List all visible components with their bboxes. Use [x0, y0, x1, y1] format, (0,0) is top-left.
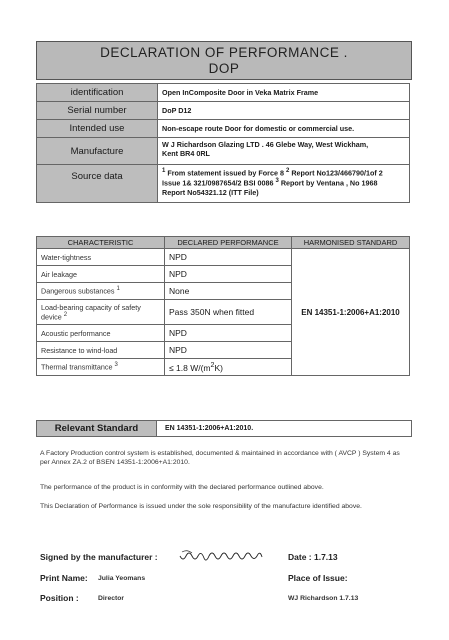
declared-value: None: [165, 283, 292, 300]
characteristic-cell: [37, 283, 165, 300]
footnote-mark: 1: [116, 286, 120, 293]
source-text: Report No123/466790/1of 2 Issue 1& 321/0987654/2 BSI 0086: [162, 168, 383, 188]
characteristic-label: Acoustic performance: [41, 328, 111, 338]
relevant-standard-value: EN 14351-1:2006+A1:2010.: [165, 425, 254, 432]
info-row: [37, 165, 410, 203]
info-row: [37, 84, 410, 102]
footnote-mark: 3: [114, 362, 118, 369]
signed-label: Signed by the manufacturer :: [40, 552, 158, 562]
declared-value: NPD: [165, 266, 292, 283]
position-label: Position :: [40, 593, 79, 603]
info-value: DoP D12: [158, 102, 410, 120]
conformity-statement: The performance of the product is in conformity with the declared performance outlined above.: [40, 484, 324, 491]
source-data-value: [158, 165, 410, 203]
thermal-value: ≤ 1.8 W/(m: [169, 362, 211, 373]
declared-value: NPD: [165, 249, 292, 266]
footnote-mark: 2: [63, 311, 68, 318]
footnote-mark: 1: [162, 168, 166, 174]
performance-row: [37, 249, 410, 266]
characteristic-label: Resistance to wind-load: [41, 345, 118, 355]
characteristic-cell: [37, 359, 165, 376]
performance-header-row: [37, 237, 410, 249]
info-label: Source data: [37, 165, 158, 203]
relevant-standard-row: [36, 420, 412, 437]
declared-value: [165, 359, 292, 376]
characteristic-label: Load-bearing capacity of safety device: [41, 302, 141, 322]
characteristic-cell: [37, 325, 165, 342]
characteristic-label: Thermal transmittance: [41, 362, 115, 372]
info-row: [37, 138, 410, 165]
characteristic-label: Water-tightness: [41, 252, 92, 262]
superscript: 2: [210, 361, 215, 370]
declared-value: NPD: [165, 325, 292, 342]
info-row: [37, 102, 410, 120]
info-table: [36, 83, 410, 203]
characteristic-cell: [37, 266, 165, 283]
thermal-value-unit: K): [214, 362, 223, 373]
document-subtitle: DOP: [208, 61, 240, 76]
info-label: identification: [37, 84, 158, 102]
info-label: Intended use: [37, 120, 158, 138]
place-of-issue-label: Place of Issue:: [288, 573, 348, 583]
info-row: [37, 120, 410, 138]
source-text: Report by Ventana , No 1968 Report No54321.12 (ITT File): [162, 178, 378, 197]
title-banner: [36, 41, 412, 80]
info-value: Open InComposite Door in Veka Matrix Frame: [158, 84, 410, 102]
fpc-statement: A Factory Production control system is established, documented & maintained in accordance with ( AVCP ) System 4 as per Annex ZA.2 of BSEN 14351-1:2006+A1:2010.: [40, 450, 400, 466]
relevant-standard-label: Relevant Standard: [37, 421, 157, 436]
characteristic-label: Air leakage: [41, 269, 77, 279]
harmonised-standard-value: EN 14351-1:2006+A1:2010: [292, 249, 410, 376]
place-of-issue-value: WJ Richardson 1.7.13: [288, 595, 359, 602]
characteristic-cell: [37, 342, 165, 359]
document-title: DECLARATION OF PERFORMANCE .: [100, 45, 348, 60]
print-name-value: Julia Yeomans: [98, 575, 146, 582]
info-label: Manufacture: [37, 138, 158, 165]
characteristic-header: CHARACTERISTIC: [37, 237, 165, 249]
declared-performance-header: DECLARED PERFORMANCE: [165, 237, 292, 249]
info-label: Serial number: [37, 102, 158, 120]
performance-table: [36, 236, 410, 376]
footnote-mark: 3: [275, 178, 279, 185]
info-value: Non-escape route Door for domestic or commercial use.: [158, 120, 410, 138]
characteristic-cell: [37, 300, 165, 325]
print-name-label: Print Name:: [40, 573, 88, 583]
declared-value: Pass 350N when fitted: [165, 300, 292, 325]
source-text: From statement issued by Force 8: [165, 168, 286, 178]
footnote-mark: 2: [285, 168, 290, 174]
declared-value: NPD: [165, 342, 292, 359]
position-value: Director: [98, 595, 125, 602]
characteristic-label: Dangerous substances: [41, 286, 117, 296]
handwritten-signature: [178, 546, 278, 566]
responsibility-statement: This Declaration of Performance is issued under the sole responsibility of the manufacture identified above.: [40, 503, 362, 510]
characteristic-cell: [37, 249, 165, 266]
info-value: W J Richardson Glazing LTD . 46 Glebe Way, West Wickham, Kent BR4 0RL: [158, 138, 410, 165]
date-label: Date : 1.7.13: [288, 552, 338, 562]
harmonised-standard-header: HARMONISED STANDARD: [292, 237, 410, 249]
